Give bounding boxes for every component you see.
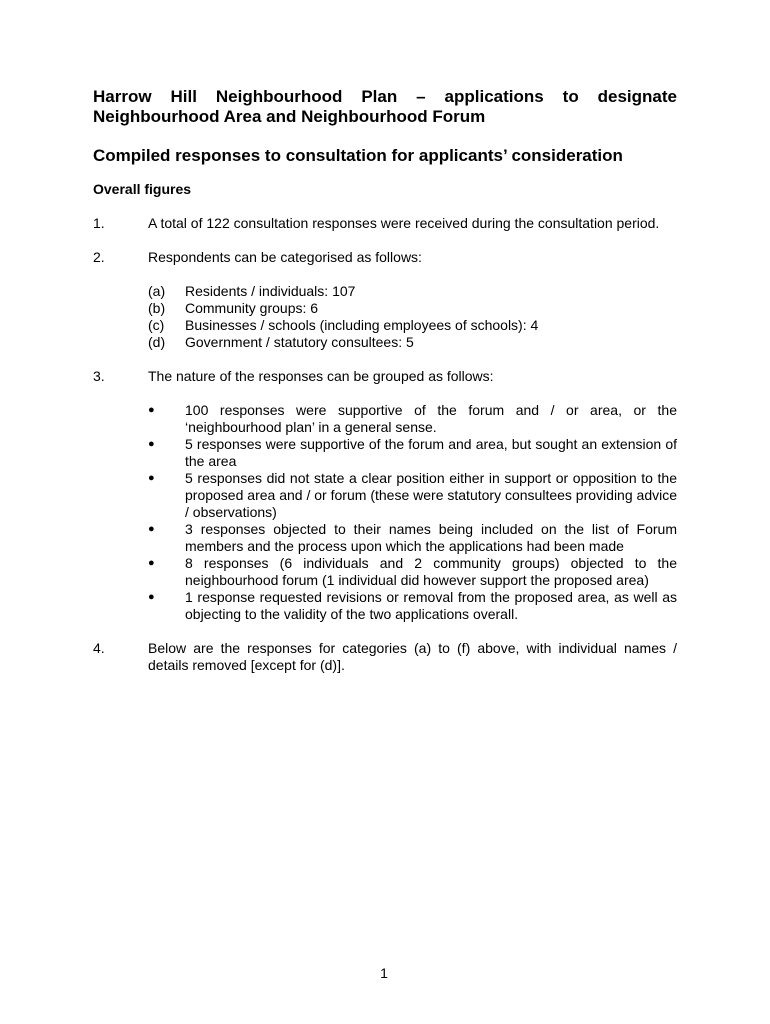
paragraph-number: 4. bbox=[93, 640, 105, 656]
paragraph-2 bbox=[93, 249, 677, 266]
paragraph-text: Below are the responses for categories (a) to (f) above, with individual names / details removed [except for (d)]. bbox=[148, 640, 677, 673]
page-number-value: 1 bbox=[380, 965, 388, 981]
bullet-item bbox=[148, 402, 677, 436]
list-item bbox=[148, 283, 677, 300]
bullet-text: 3 responses objected to their names being included on the list of Forum members and the process upon which the applications had been made bbox=[185, 521, 677, 554]
paragraph-number: 3. bbox=[93, 368, 105, 384]
paragraph-3 bbox=[93, 368, 677, 385]
paragraph-text: The nature of the responses can be grouped as follows: bbox=[148, 368, 494, 384]
bullet-icon: ● bbox=[148, 591, 155, 603]
document-content bbox=[93, 87, 677, 674]
list-item bbox=[148, 300, 677, 317]
paragraph-text: A total of 122 consultation responses were received during the consultation period. bbox=[148, 215, 660, 231]
paragraph-1 bbox=[93, 215, 677, 232]
paragraph-number: 2. bbox=[93, 249, 105, 265]
bullet-text: 1 response requested revisions or removal from the proposed area, as well as objecting to the validity of the two applications overall. bbox=[185, 589, 677, 622]
bullet-icon: ● bbox=[148, 523, 155, 535]
list-item-letter: (d) bbox=[148, 334, 166, 350]
bullet-item bbox=[148, 436, 677, 470]
paragraph-text: Respondents can be categorised as follows: bbox=[148, 249, 422, 265]
bullet-text: 5 responses were supportive of the forum and area, but sought an extension of the area bbox=[185, 436, 677, 469]
paragraph-number: 1. bbox=[93, 215, 105, 231]
bullet-text: 8 responses (6 individuals and 2 community groups) objected to the neighbourhood forum (1 individual did however support the proposed area) bbox=[185, 555, 677, 588]
list-item-text: Residents / individuals: 107 bbox=[185, 283, 356, 299]
bullet-icon: ● bbox=[148, 472, 155, 484]
list-item-text: Community groups: 6 bbox=[185, 300, 319, 316]
list-item-text: Businesses / schools (including employees of schools): 4 bbox=[185, 317, 539, 333]
list-item-letter: (c) bbox=[148, 317, 165, 333]
bullet-item bbox=[148, 589, 677, 623]
bullet-item bbox=[148, 555, 677, 589]
list-item-letter: (b) bbox=[148, 300, 166, 316]
bullet-icon: ● bbox=[148, 438, 155, 450]
list-item-letter: (a) bbox=[148, 283, 166, 299]
page-number bbox=[0, 965, 770, 982]
bullet-item bbox=[148, 521, 677, 555]
list-item bbox=[148, 317, 677, 334]
response-nature-bullet-list bbox=[148, 402, 677, 623]
list-item-text: Government / statutory consultees: 5 bbox=[185, 334, 414, 350]
bullet-icon: ● bbox=[148, 404, 155, 416]
list-item bbox=[148, 334, 677, 351]
respondent-categories-list bbox=[148, 283, 677, 351]
bullet-text: 100 responses were supportive of the forum and / or area, or the ‘neighbourhood plan’ in a general sense. bbox=[185, 402, 677, 435]
paragraph-4 bbox=[93, 640, 677, 674]
section-heading-overall-figures: Overall figures bbox=[93, 181, 192, 197]
document-subtitle: Compiled responses to consultation for applicants’ consideration bbox=[93, 146, 623, 165]
bullet-text: 5 responses did not state a clear position either in support or opposition to the proposed area and / or forum (these were statutory consultees providing advice / observations) bbox=[185, 470, 677, 520]
bullet-icon: ● bbox=[148, 557, 155, 569]
document-title: Harrow Hill Neighbourhood Plan – applications to designate Neighbourhood Area and Neighbourhood Forum bbox=[93, 87, 677, 126]
bullet-item bbox=[148, 470, 677, 521]
